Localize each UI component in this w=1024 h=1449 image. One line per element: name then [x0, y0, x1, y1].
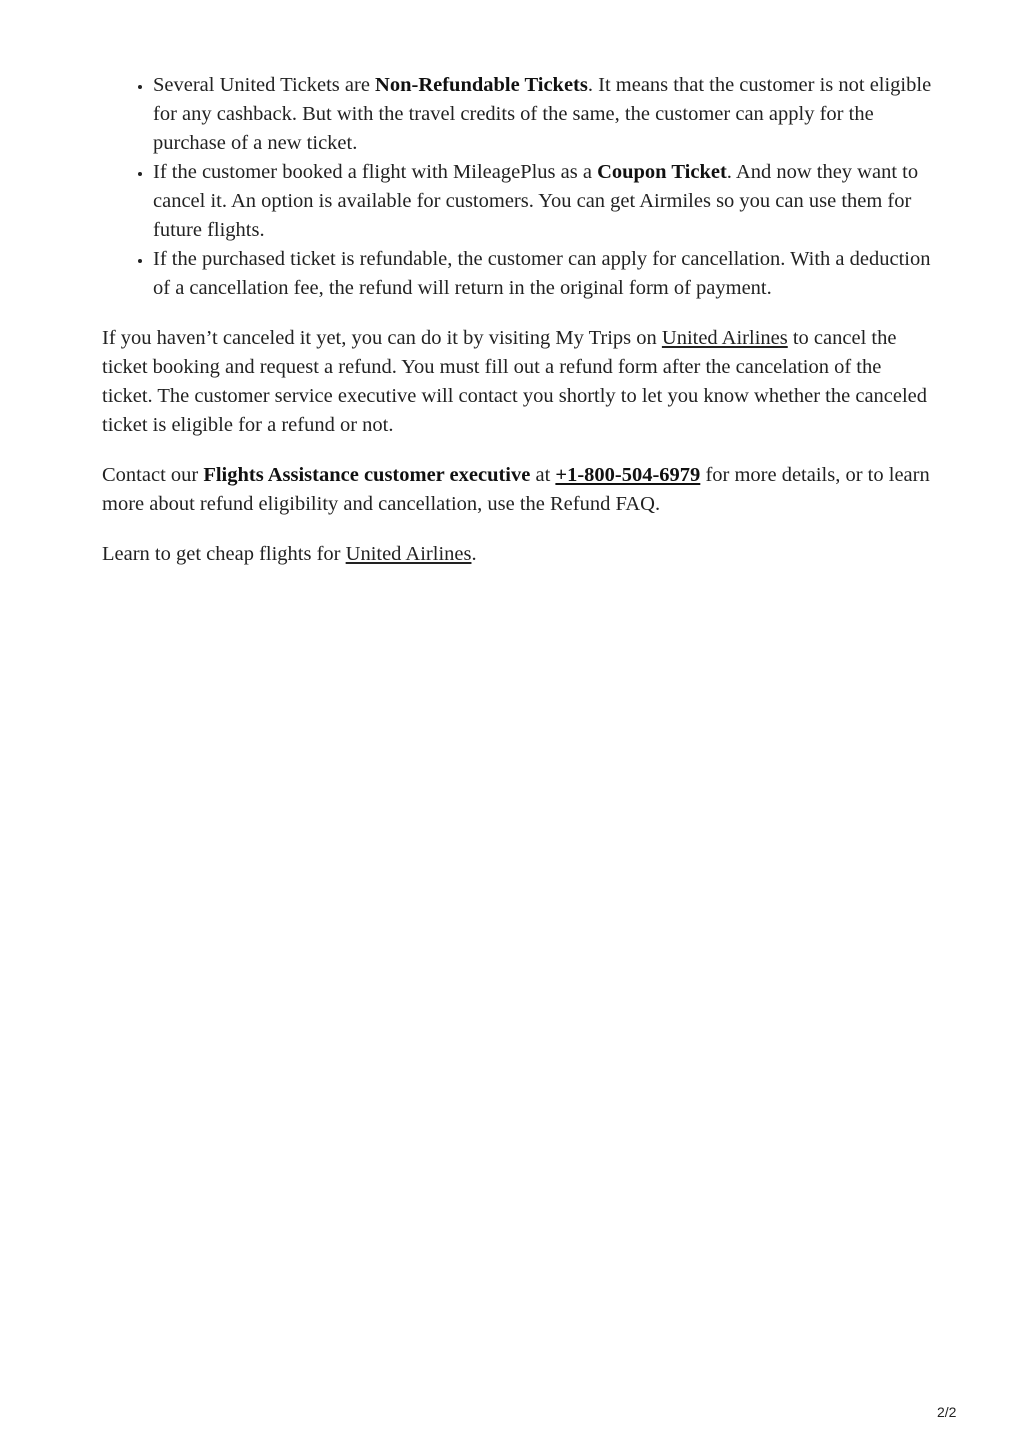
coupon-ticket-emphasis: Coupon Ticket: [597, 161, 727, 183]
refund-policy-list: [102, 71, 932, 303]
document-content: [102, 71, 932, 569]
paragraph-text: to cancel the ticket booking and request a refund. You must fill out a refund form after the cancelation of the ticket. The customer service executive will contact you shortly to let you know whether the canceled ticket is eligible for a refund or not.: [102, 327, 928, 436]
list-item-text: . It means that the customer is not eligible for any cashback. But with the travel credits of the same, the customer can apply for the purchase of a new ticket.: [153, 74, 932, 154]
list-item-text: If the purchased ticket is refundable, the customer can apply for cancellation. With a deduction of a cancellation fee, the refund will return in the original form of payment.: [153, 248, 931, 299]
paragraph-text: If you haven’t canceled it yet, you can do it by visiting My Trips on: [102, 327, 662, 349]
united-airlines-link[interactable]: United Airlines: [345, 543, 472, 565]
paragraph-text: for more details, or to learn more about refund eligibility and cancellation, use the Refund FAQ.: [102, 464, 930, 515]
cheap-flights-paragraph: [102, 540, 932, 569]
list-item: [153, 245, 932, 303]
paragraph-text: at: [530, 464, 556, 486]
united-airlines-link[interactable]: United Airlines: [661, 327, 788, 349]
flights-assistance-emphasis: Flights Assistance customer executive: [203, 464, 531, 486]
list-item-text: If the customer booked a flight with MileagePlus as a: [153, 161, 598, 183]
list-item-text: Several United Tickets are: [153, 74, 376, 96]
cancel-instructions-paragraph: [102, 324, 932, 440]
paragraph-text: Learn to get cheap flights for: [102, 543, 346, 565]
paragraph-text: Contact our: [102, 464, 204, 486]
paragraph-text: .: [471, 543, 477, 565]
list-item: [153, 158, 932, 245]
contact-paragraph: [102, 461, 932, 519]
list-item-text: . And now they want to cancel it. An option is available for customers. You can get Airmiles so you can use them for future flights.: [153, 161, 919, 241]
page-number: 2/2: [937, 1404, 957, 1420]
non-refundable-tickets-emphasis: Non-Refundable Tickets: [375, 74, 588, 96]
phone-number-link[interactable]: +1-800-504-6979: [555, 464, 701, 486]
list-item: [153, 71, 932, 158]
